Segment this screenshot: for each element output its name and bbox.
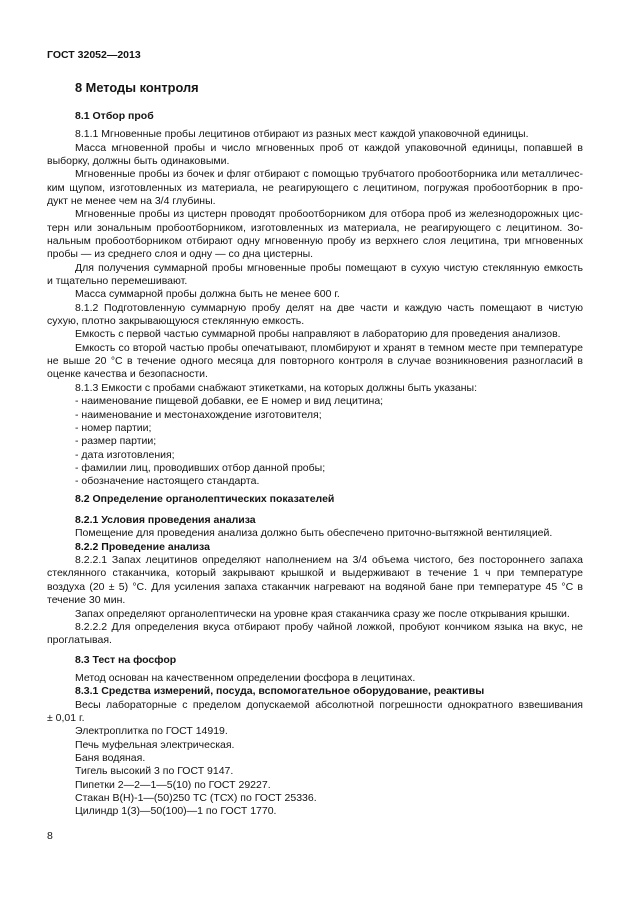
text-line: Масса мгновенной пробы и число мгновенных проб от каждой упаковочной единицы, попавшей в: [75, 141, 583, 154]
text-line: 8.2.2.2 Для определения вкуса отбирают пробу чайной ложкой, пробуют кончиком языка на вкус, не: [75, 620, 583, 633]
paragraph-second-part: [47, 342, 583, 382]
text-line: Весы лабораторные с пределом допускаемой абсолютной погрешности однократного взвешивания: [75, 698, 583, 711]
paragraph-scales: [47, 699, 583, 726]
text-line: не выше 20 °С в течение одного месяца для повторного контроля в случае возникновения разногласий в: [47, 355, 583, 368]
paragraph-8-2-2-1: [47, 554, 583, 607]
subsection-title-8-2: 8.2 Определение органолептических показателей: [75, 493, 335, 506]
text-line: и тщательно перемешивают.: [47, 275, 188, 288]
text-line: ± 0,01 г.: [47, 712, 85, 725]
paragraph-combined-mass: [47, 288, 583, 301]
text-line: Помещение для проведения анализа должно быть обеспечено приточно-вытяжной вентиляцией.: [75, 527, 553, 540]
list-item: - фамилии лиц, проводивших отбор данной пробы;: [75, 461, 326, 474]
text-line: стеклянного стаканчика, который закрывают крышкой и выдерживают в течение 1 ч при температуре: [47, 567, 583, 580]
text-line: выборку, должны быть одинаковыми.: [47, 154, 230, 167]
text-line: течение 30 мин.: [47, 594, 126, 607]
text-line: Мгновенные пробы из бочек и фляг отбирают с помощью трубчатого пробоотборника или металличес-: [75, 168, 583, 181]
text-line: пробы — из среднего слоя и одну — со дна цистерны.: [47, 248, 314, 261]
list-item: Цилиндр 1(3)—50(100)—1 по ГОСТ 1770.: [75, 805, 277, 818]
subsection-title-8-1: 8.1 Отбор проб: [75, 110, 154, 123]
text-line: 8.1.2 Подготовленную суммарную пробу делят на две части и каждую часть помещают в чистую: [75, 301, 583, 314]
list-item: Стакан В(Н)-1—(50)250 ТС (ТСХ) по ГОСТ 25336.: [75, 792, 317, 805]
text-line: воздуха (20 ± 5) °С. Для усиления запаха стаканчик нагревают на водяной бане при температуре 45 °С в: [47, 580, 583, 593]
text-line: Емкость с первой частью суммарной пробы направляют в лабораторию для проведения анализов.: [75, 328, 561, 341]
text-line: 8.1.1 Мгновенные пробы лецитинов отбирают из разных мест каждой упаковочной единицы.: [75, 128, 529, 141]
equipment-list: [47, 725, 583, 818]
paragraph-barrels: [47, 168, 583, 208]
paragraph-ventilation: [47, 527, 583, 540]
text-line: ким щупом, изготовленных из материала, не реагирующего с лецитином, погружая пробоотборник в про-: [47, 181, 583, 194]
paragraph-first-part: [47, 328, 583, 341]
text-line: Для получения суммарной пробы мгновенные пробы помещают в сухую чистую стеклянную емкость: [75, 261, 583, 274]
label-requirements-list: [47, 395, 583, 488]
paragraph-8-1-3: [47, 382, 583, 395]
text-line: 8.2.2.1 Запах лецитинов определяют наполнением на 3/4 объема чистого, без постороннего запаха: [75, 554, 583, 567]
list-item: - наименование пищевой добавки, ее Е номер и вид лецитина;: [75, 395, 384, 408]
list-item: - размер партии;: [75, 435, 157, 448]
list-item: Пипетки 2—2—1—5(10) по ГОСТ 29227.: [75, 778, 271, 791]
list-item: Электроплитка по ГОСТ 14919.: [75, 725, 228, 738]
section-title: 8 Методы контроля: [75, 80, 199, 95]
list-item: Баня водяная.: [75, 752, 146, 765]
text-line: Мгновенные пробы из цистерн проводят пробоотборником для отбора проб из железнодорожных цис-: [75, 208, 583, 221]
text-line: Масса суммарной пробы должна быть не менее 600 г.: [75, 288, 340, 301]
text-line: сухую, плотно закрывающуюся стеклянную емкость.: [47, 315, 305, 328]
text-line: оценке качества и безопасности.: [47, 368, 208, 381]
text-line: 8.1.3 Емкости с пробами снабжают этикетками, на которых должны быть указаны:: [75, 381, 478, 394]
list-item: - номер партии;: [75, 421, 152, 434]
list-item: - дата изготовления;: [75, 448, 175, 461]
paragraph-8-1-1: [47, 128, 583, 141]
clause-heading-8-2-1: 8.2.1 Условия проведения анализа: [75, 514, 256, 527]
text-line: дукт не менее чем на 3/4 глубины.: [47, 195, 216, 207]
text-line: Запах определяют органолептически на уровне края стаканчика сразу же после открывания крышки.: [75, 607, 570, 620]
subsection-title-8-3: 8.3 Тест на фосфор: [75, 654, 177, 667]
document-code-header: ГОСТ 32052—2013: [47, 49, 141, 61]
paragraph-combined-sample: [47, 262, 583, 289]
paragraph-method: [47, 672, 583, 685]
clause-heading-8-2-2: 8.2.2 Проведение анализа: [75, 540, 210, 553]
list-item: Печь муфельная электрическая.: [75, 738, 235, 751]
list-item: - наименование и местонахождение изготовителя;: [75, 408, 322, 421]
list-item: - обозначение настоящего стандарта.: [75, 475, 260, 488]
text-line: Емкость со второй частью пробы опечатывают, пломбируют и хранят в темном месте при температуре: [75, 341, 583, 354]
document-body: [47, 79, 583, 819]
list-item: Тигель высокий 3 по ГОСТ 9147.: [75, 765, 234, 778]
paragraph-sample-mass: [47, 142, 583, 169]
clause-heading-8-3-1: 8.3.1 Средства измерений, посуда, вспомогательное оборудование, реактивы: [75, 685, 485, 698]
text-line: нальным пробоотборником отбирают одну мгновенную пробу из верхнего слоя лецитина, три мгновенных: [47, 235, 583, 248]
text-line: терн или зональным пробоотборником, изготовленных из материала, не реагирующего с лецитином. Зо-: [47, 221, 583, 234]
paragraph-8-2-2-2: [47, 621, 583, 648]
text-line: Метод основан на качественном определении фосфора в лецитинах.: [75, 672, 416, 685]
paragraph-odor: [47, 608, 583, 621]
page-number: 8: [47, 830, 53, 842]
text-line: проглатывая.: [47, 634, 112, 647]
paragraph-8-1-2: [47, 302, 583, 329]
paragraph-tanks: [47, 208, 583, 261]
